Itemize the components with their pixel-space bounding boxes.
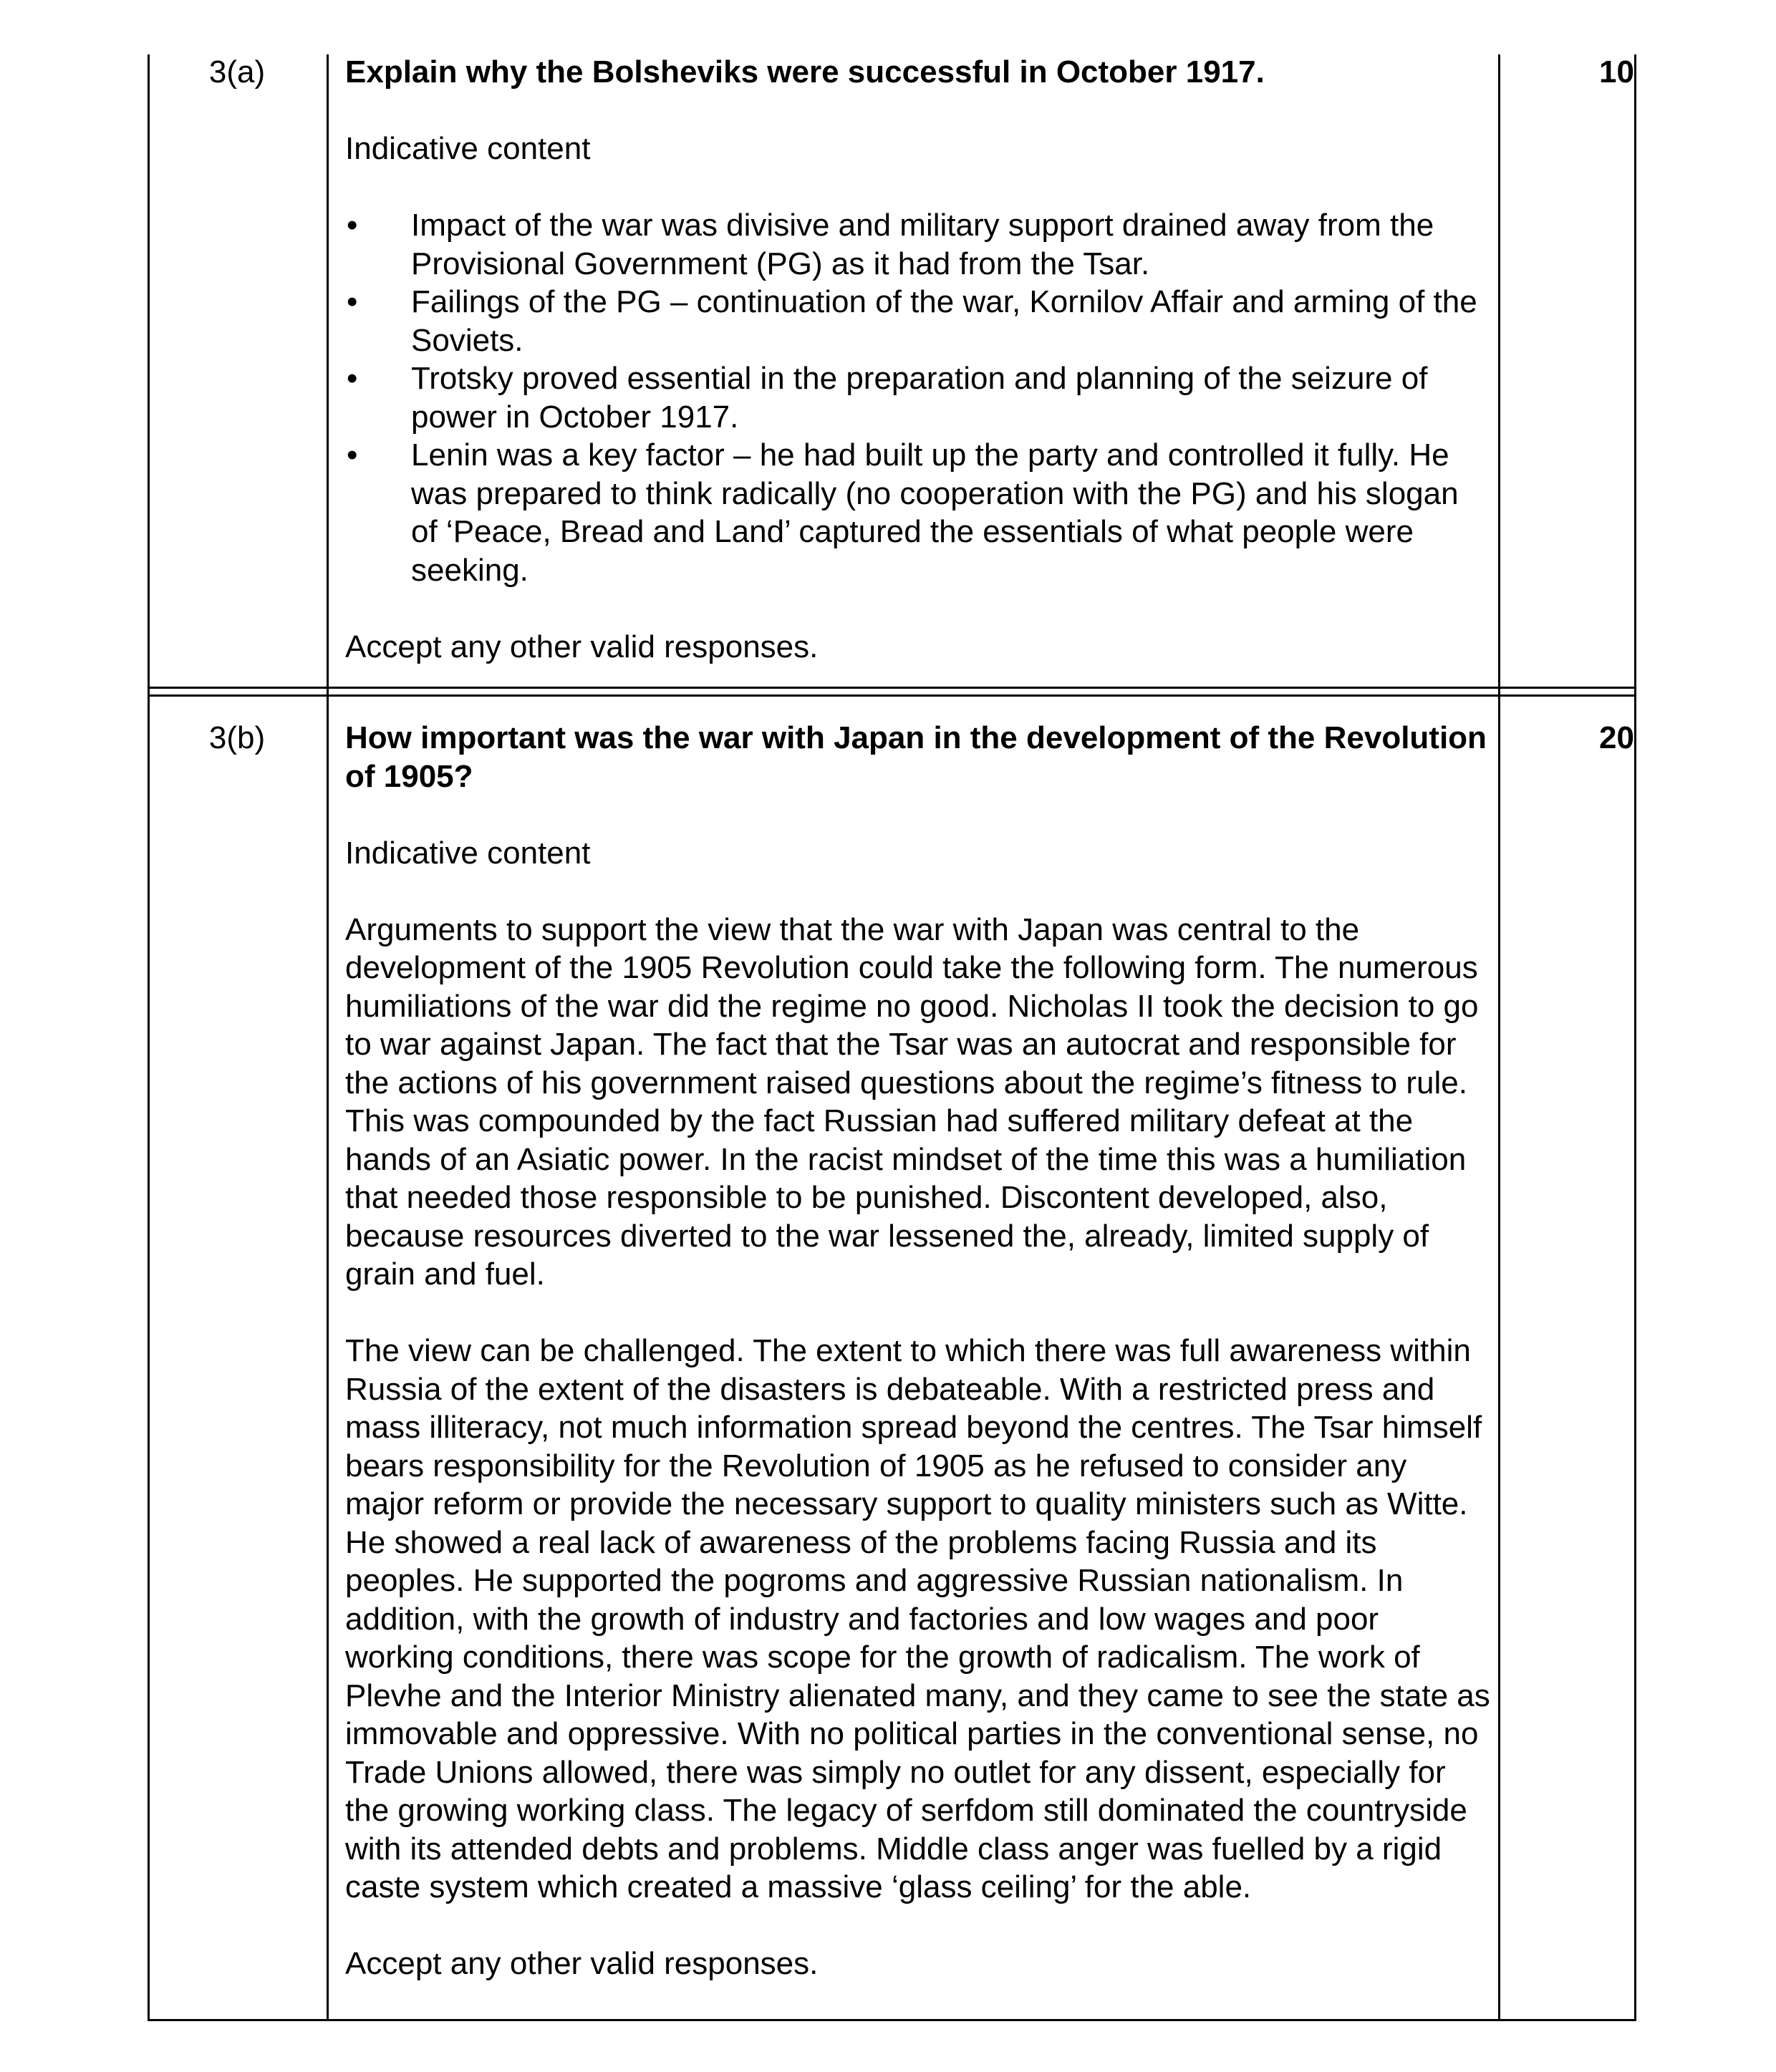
- table-left-border: [148, 54, 150, 2020]
- question-title: How important was the war with Japan in the development of the Revolution of 1905?: [345, 720, 1487, 794]
- question-title: Explain why the Bolsheviks were successful in October 1917.: [345, 54, 1265, 89]
- closing-note: Accept any other valid responses.: [345, 1946, 819, 1981]
- list-item-text: Trotsky proved essential in the preparation and planning of the seizure of power in October 1917.: [411, 361, 1428, 435]
- argument-paragraph-support: Arguments to support the view that the war with Japan was central to the development of the 1905 Revolution could take the following form. The numerous humiliations of the war did the regime no good. Nicholas II took the decision to go to war against Japan. The fact that the Tsar was an autocrat and responsible for the actions of his government raised questions about the regime’s fitness to rule. This was compounded by the fact Russian had suffered military defeat at the hands of an Asiatic power. In the racist mindset of the time this was a humiliation that needed those responsible to be punished. Discontent developed, also, because resources diverted to the war lessened the, already, limited supply of grain and fuel.: [345, 911, 1479, 1292]
- question-marks: 10: [1599, 54, 1634, 89]
- question-content: [345, 53, 1491, 666]
- indicative-content-list: [345, 206, 1491, 589]
- list-item: [345, 359, 1491, 436]
- bullet-icon: •: [347, 361, 358, 396]
- bullet-icon: •: [347, 208, 358, 243]
- closing-note: Accept any other valid responses.: [345, 629, 819, 664]
- question-content: [345, 719, 1491, 1983]
- question-column-divider: [327, 54, 329, 2020]
- list-item-text: Lenin was a key factor – he had built up the party and controlled it fully. He was prepared to think radically (no cooperation with the PG) and his slogan of ‘Peace, Bread and Land’ captured the essentials of what people were seeking.: [411, 437, 1459, 588]
- bullet-icon: •: [347, 437, 358, 473]
- table-bottom-border: [148, 2019, 1636, 2021]
- list-item-text: Impact of the war was divisive and military support drained away from the Provisional Government (PG) as it had from the Tsar.: [411, 208, 1434, 281]
- question-number: 3(a): [208, 54, 266, 89]
- question-number: 3(b): [208, 720, 266, 755]
- marks-column-divider: [1498, 54, 1500, 2020]
- table-right-border: [1634, 54, 1636, 2020]
- list-item: [345, 436, 1491, 589]
- argument-paragraph-challenge: The view can be challenged. The extent to which there was full awareness within Russia of the extent of the disasters is debateable. With a restricted press and mass illiteracy, not much information spread beyond the centres. The Tsar himself bears responsibility for the Revolution of 1905 as he refused to consider any major reform or provide the necessary support to quality ministers such as Witte. He showed a real lack of awareness of the problems facing Russia and its peoples. He supported the pogroms and aggressive Russian nationalism. In addition, with the growth of industry and factories and low wages and poor working conditions, there was scope for the growth of radicalism. The work of Plevhe and the Interior Ministry alienated many, and they came to see the state as immovable and oppressive. With no political parties in the conventional sense, no Trade Unions allowed, there was simply no outlet for any dissent, especially for the growing working class. The legacy of serfdom still dominated the countryside with its attended debts and problems. Middle class anger was fuelled by a rigid caste system which created a massive ‘glass ceiling’ for the able.: [345, 1333, 1490, 1904]
- row-separator-top: [148, 687, 1636, 689]
- question-marks: 20: [1599, 720, 1634, 755]
- list-item-text: Failings of the PG – continuation of the war, Kornilov Affair and arming of the Soviets.: [411, 284, 1477, 358]
- indicative-content-heading: Indicative content: [345, 131, 591, 166]
- row-separator-bottom: [148, 694, 1636, 697]
- list-item: [345, 283, 1491, 359]
- indicative-content-heading: Indicative content: [345, 835, 591, 871]
- list-item: [345, 206, 1491, 283]
- bullet-icon: •: [347, 284, 358, 319]
